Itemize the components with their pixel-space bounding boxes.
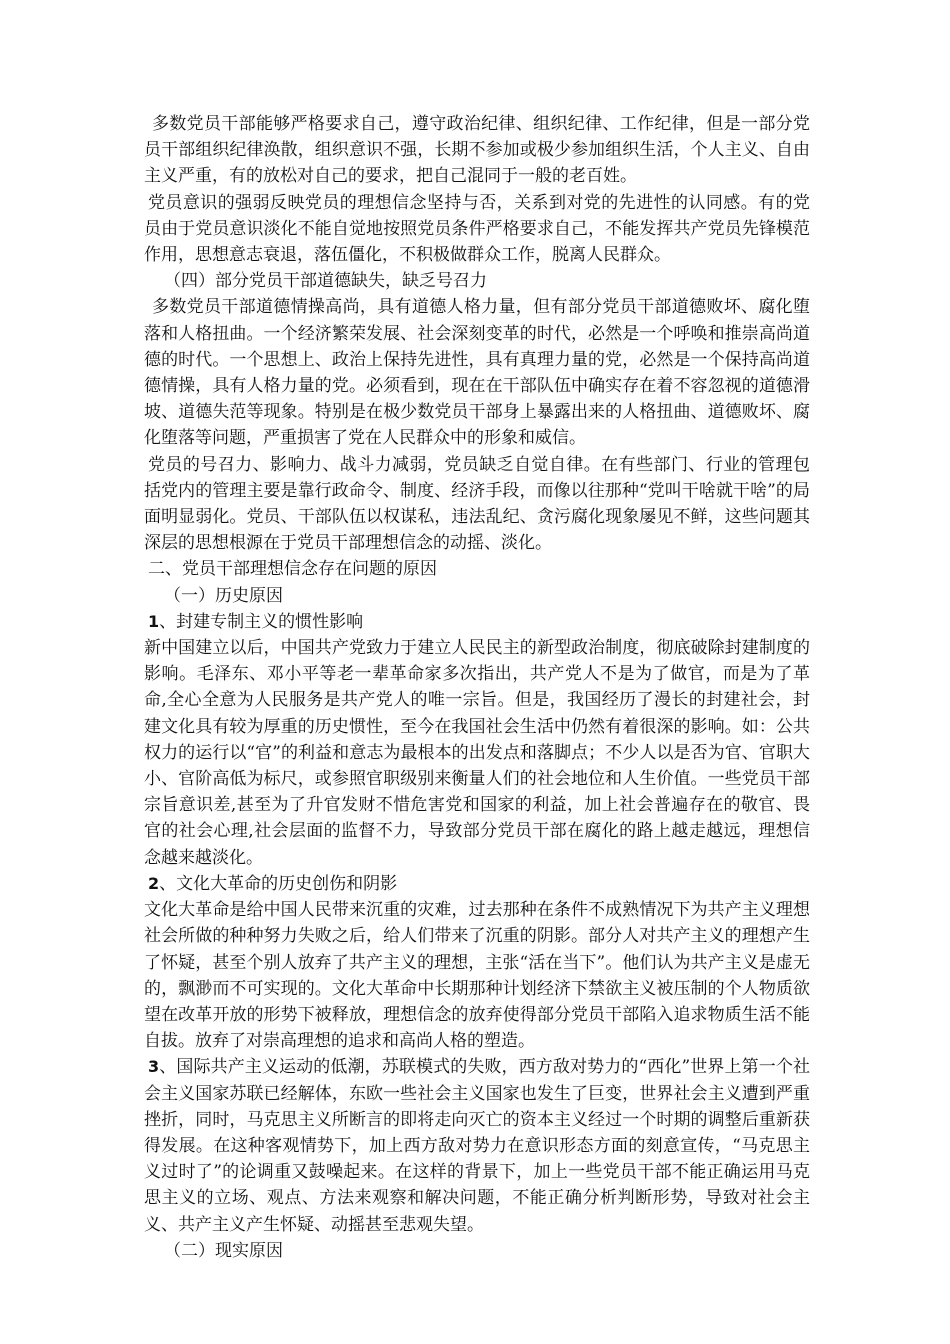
item-text: 、文化大革命的历史创伤和阴影 bbox=[159, 873, 398, 894]
section-heading-causes: 二、党员干部理想信念存在问题的原因 bbox=[148, 559, 437, 580]
item-number: 1 bbox=[148, 611, 160, 631]
paragraph-moral-sentiment: 多数党员干部道德情操高尚，具有道德人格力量，但有部分党员干部道德败坏、腐化堕落和人格扭曲。一个经济繁荣发展、社会深刻变革的时代，必然是一个呼唤和推崇高尚道德的时代。一个思想上、政治上保持先进性，具有真理力量的党，必然是一个保持高尚道德情操，具有人格力量的党。必须看到，现在在干部队伍中确实存在着不容忽视的道德滑坡、道德失范等现象。特别是在极少数党员干部身上暴露出来的人格扭曲、道德败坏、腐化堕落等问题，严重损害了党在人民群众中的形象和威信。 bbox=[144, 297, 810, 449]
numbered-paragraph-international bbox=[144, 1054, 810, 1237]
item-text: 、国际共产主义运动的低潮，苏联模式的失败，西方敌对势力的“西化”世界上第一个社会主义国家苏联已经解体，东欧一些社会主义国家也发生了巨变，世界社会主义遭到严重挫折，同时，马克思主义所断言的即将走向灭亡的资本主义经过一个时期的调整后重新获得发展。在这种客观情势下，加上西方敌对势力在意识形态方面的刻意宣传，“马克思主义过时了”的论调重又鼓噪起来。在这样的背景下，加上一些党员干部不能正确运用马克思主义的立场、观点、方法来观察和解决问题，不能正确分析判断形势，导致对社会主义、共产主义产生怀疑、动摇甚至悲观失望。 bbox=[144, 1057, 810, 1235]
paragraph-discipline: 多数党员干部能够严格要求自己，遵守政治纪律、组织纪律、工作纪律，但是一部分党员干部组织纪律涣散，组织意识不强，长期不参加或极少参加组织生活，个人主义、自由主义严重，有的放松对自己的要求，把自己混同于一般的老百姓。 bbox=[144, 114, 810, 187]
item-text: 、封建专制主义的惯性影响 bbox=[159, 611, 364, 632]
subheading-historical-reasons: （一）历史原因 bbox=[164, 585, 283, 606]
subheading-realistic-reasons: （二）现实原因 bbox=[164, 1240, 283, 1261]
paragraph-party-awareness: 党员意识的强弱反映党员的理想信念坚持与否，关系到对党的先进性的认同感。有的党员由于党员意识淡化不能自觉地按照党员条件严格要求自己，不能发挥共产党员先锋模范作用，思想意志衰退，落伍僵化，不积极做群众工作，脱离人民群众。 bbox=[144, 192, 810, 266]
item-number: 2 bbox=[148, 873, 160, 893]
numbered-heading-feudal-inertia bbox=[144, 609, 810, 635]
paragraph-feudal-influence: 新中国建立以后，中国共产党致力于建立人民民主的新型政治制度，彻底破除封建制度的影响。毛泽东、邓小平等老一辈革命家多次指出，共产党人不是为了做官，而是为了革命,全心全意为人民服务是共产党人的唯一宗旨。但是，我国经历了漫长的封建社会，封建文化具有较为厚重的历史惯性，至今在我国社会生活中仍然有着很深的影响。如：公共权力的运行以“官”的利益和意志为最根本的出发点和落脚点；不少人以是否为官、官职大小、官阶高低为标尺，或参照官职级别来衡量人们的社会地位和人生价值。一些党员干部宗旨意识差,甚至为了升官发财不惜危害党和国家的利益，加上社会普遍存在的敬官、畏官的社会心理,社会层面的监督不力，导致部分党员干部在腐化的路上越走越远，理想信念越来越淡化。 bbox=[144, 638, 810, 868]
paragraph-appeal-weakened: 党员的号召力、影响力、战斗力减弱，党员缺乏自觉自律。在有些部门、行业的管理包括党内的管理主要是靠行政命令、制度、经济手段，而像以往那种“党叫干啥就干啥”的局面明显弱化。党员、干部队伍以权谋私，违法乱纪、贪污腐化现象屡见不鲜，这些问题其深层的思想根源在于党员干部理想信念的动摇、淡化。 bbox=[144, 454, 810, 554]
paragraph-cultural-revolution: 文化大革命是给中国人民带来沉重的灾难，过去那种在条件不成熟情况下为共产主义理想社会所做的种种努力失败之后，给人们带来了沉重的阴影。部分人对共产主义的理想产生了怀疑，甚至个别人放弃了共产主义的理想，主张“活在当下”。他们认为共产主义是虚无的，飘渺而不可实现的。文化大革命中长期那种计划经济下禁欲主义被压制的个人物质欲望在改革开放的形势下被释放，理想信念的放弃使得部分党员干部陷入追求物质生活不能自拔。放弃了对崇高理想的追求和高尚人格的塑造。 bbox=[144, 900, 810, 1052]
document-page bbox=[144, 111, 810, 1264]
numbered-heading-cultural-revolution bbox=[144, 871, 810, 897]
subheading-moral-deficiency: （四）部分党员干部道德缺失，缺乏号召力 bbox=[164, 271, 487, 292]
item-number: 3 bbox=[148, 1057, 160, 1077]
